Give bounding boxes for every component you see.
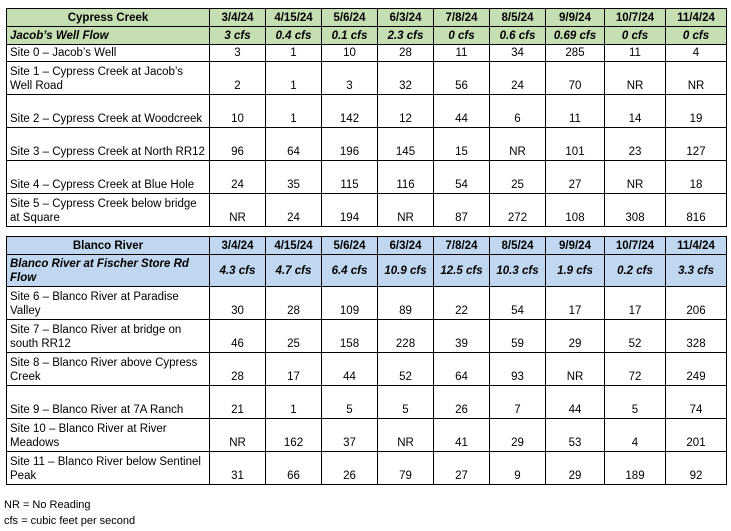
site-value: 64 xyxy=(434,353,490,386)
section-title: Cypress Creek xyxy=(7,9,210,27)
date-header: 3/4/24 xyxy=(210,237,266,255)
flow-value: 0.4 cfs xyxy=(266,27,322,45)
site-value: 116 xyxy=(378,161,434,194)
note-nr: NR = No Reading xyxy=(4,499,91,511)
site-value: 11 xyxy=(605,45,666,62)
site-value: 70 xyxy=(546,62,605,95)
site-value: 29 xyxy=(490,419,546,452)
flow-value: 10.3 cfs xyxy=(490,255,546,287)
flow-value: 6.4 cfs xyxy=(322,255,378,287)
site-value: 4 xyxy=(605,419,666,452)
site-name: Site 9 – Blanco River at 7A Ranch xyxy=(7,386,210,419)
site-name: Site 10 – Blanco River at River Meadows xyxy=(7,419,210,452)
site-value: 31 xyxy=(210,452,266,485)
site-name: Site 3 – Cypress Creek at North RR12 xyxy=(7,128,210,161)
flow-row xyxy=(7,27,727,45)
cypress-creek-table xyxy=(6,8,727,227)
site-value: NR xyxy=(546,353,605,386)
site-value: 3 xyxy=(210,45,266,62)
date-header: 6/3/24 xyxy=(378,9,434,27)
site-value: 52 xyxy=(605,320,666,353)
site-value: 41 xyxy=(434,419,490,452)
site-value: 44 xyxy=(322,353,378,386)
blanco-river-table xyxy=(6,236,727,485)
date-header: 7/8/24 xyxy=(434,9,490,27)
site-value: 66 xyxy=(266,452,322,485)
site-value: 5 xyxy=(322,386,378,419)
legend-notes xyxy=(4,497,135,529)
site-value: 249 xyxy=(666,353,727,386)
site-value: 54 xyxy=(490,287,546,320)
site-value: 101 xyxy=(546,128,605,161)
site-value: NR xyxy=(605,161,666,194)
site-value: 15 xyxy=(434,128,490,161)
flow-row xyxy=(7,255,727,287)
site-value: 1 xyxy=(266,45,322,62)
date-header: 6/3/24 xyxy=(378,237,434,255)
site-row xyxy=(7,194,727,227)
site-value: 18 xyxy=(666,161,727,194)
site-value: 27 xyxy=(434,452,490,485)
header-row xyxy=(7,9,727,27)
site-row xyxy=(7,353,727,386)
site-value: 34 xyxy=(490,45,546,62)
site-value: 109 xyxy=(322,287,378,320)
site-value: 44 xyxy=(546,386,605,419)
site-value: 64 xyxy=(266,128,322,161)
site-value: 54 xyxy=(434,161,490,194)
site-value: 145 xyxy=(378,128,434,161)
site-value: 35 xyxy=(266,161,322,194)
site-value: 59 xyxy=(490,320,546,353)
site-value: 93 xyxy=(490,353,546,386)
flow-value: 1.9 cfs xyxy=(546,255,605,287)
site-row xyxy=(7,95,727,128)
site-value: 25 xyxy=(266,320,322,353)
site-value: 37 xyxy=(322,419,378,452)
site-value: 28 xyxy=(378,45,434,62)
flow-value: 4.7 cfs xyxy=(266,255,322,287)
site-name: Site 7 – Blanco River at bridge on south RR12 xyxy=(7,320,210,353)
date-header: 4/15/24 xyxy=(266,237,322,255)
flow-value: 12.5 cfs xyxy=(434,255,490,287)
date-header: 5/6/24 xyxy=(322,9,378,27)
site-value: 12 xyxy=(378,95,434,128)
site-value: 29 xyxy=(546,452,605,485)
site-row xyxy=(7,128,727,161)
site-row xyxy=(7,287,727,320)
site-value: 6 xyxy=(490,95,546,128)
site-value: 115 xyxy=(322,161,378,194)
site-value: 53 xyxy=(546,419,605,452)
date-header: 11/4/24 xyxy=(666,9,727,27)
site-value: NR xyxy=(490,128,546,161)
site-value: 21 xyxy=(210,386,266,419)
site-value: 158 xyxy=(322,320,378,353)
site-row xyxy=(7,161,727,194)
section-title: Blanco River xyxy=(7,237,210,255)
site-value: 96 xyxy=(210,128,266,161)
site-value: NR xyxy=(210,419,266,452)
site-value: 162 xyxy=(266,419,322,452)
site-value: 56 xyxy=(434,62,490,95)
site-value: 9 xyxy=(490,452,546,485)
site-value: NR xyxy=(210,194,266,227)
flow-value: 3 cfs xyxy=(210,27,266,45)
date-header: 11/4/24 xyxy=(666,237,727,255)
site-value: 17 xyxy=(546,287,605,320)
site-value: 816 xyxy=(666,194,727,227)
site-value: 5 xyxy=(605,386,666,419)
flow-label: Blanco River at Fischer Store Rd Flow xyxy=(7,255,210,287)
site-name: Site 5 – Cypress Creek below bridge at Square xyxy=(7,194,210,227)
site-value: 4 xyxy=(666,45,727,62)
flow-value: 0 cfs xyxy=(434,27,490,45)
site-value: 27 xyxy=(546,161,605,194)
site-name: Site 4 – Cypress Creek at Blue Hole xyxy=(7,161,210,194)
site-value: 10 xyxy=(210,95,266,128)
flow-label: Jacob’s Well Flow xyxy=(7,27,210,45)
site-value: 39 xyxy=(434,320,490,353)
site-value: 5 xyxy=(378,386,434,419)
site-name: Site 6 – Blanco River at Paradise Valley xyxy=(7,287,210,320)
date-header: 4/15/24 xyxy=(266,9,322,27)
site-value: 194 xyxy=(322,194,378,227)
flow-value: 4.3 cfs xyxy=(210,255,266,287)
site-name: Site 11 – Blanco River below Sentinel Peak xyxy=(7,452,210,485)
site-value: 1 xyxy=(266,386,322,419)
date-header: 10/7/24 xyxy=(605,9,666,27)
site-value: 11 xyxy=(434,45,490,62)
site-value: 26 xyxy=(434,386,490,419)
site-value: 196 xyxy=(322,128,378,161)
site-value: 11 xyxy=(546,95,605,128)
site-value: 108 xyxy=(546,194,605,227)
header-row xyxy=(7,237,727,255)
site-value: 32 xyxy=(378,62,434,95)
site-row xyxy=(7,386,727,419)
site-value: 142 xyxy=(322,95,378,128)
site-name: Site 2 – Cypress Creek at Woodcreek xyxy=(7,95,210,128)
site-value: 7 xyxy=(490,386,546,419)
site-value: 79 xyxy=(378,452,434,485)
site-name: Site 1 – Cypress Creek at Jacob’s Well Road xyxy=(7,62,210,95)
site-value: 14 xyxy=(605,95,666,128)
flow-value: 0.69 cfs xyxy=(546,27,605,45)
site-row xyxy=(7,320,727,353)
site-value: 89 xyxy=(378,287,434,320)
site-value: 46 xyxy=(210,320,266,353)
site-value: 23 xyxy=(605,128,666,161)
site-value: 22 xyxy=(434,287,490,320)
site-value: 29 xyxy=(546,320,605,353)
site-value: 1 xyxy=(266,62,322,95)
site-value: NR xyxy=(666,62,727,95)
site-value: 127 xyxy=(666,128,727,161)
flow-value: 3.3 cfs xyxy=(666,255,727,287)
site-value: 272 xyxy=(490,194,546,227)
site-value: 206 xyxy=(666,287,727,320)
date-header: 9/9/24 xyxy=(546,237,605,255)
site-name: Site 0 – Jacob’s Well xyxy=(7,45,210,62)
flow-value: 0 cfs xyxy=(605,27,666,45)
flow-value: 0.6 cfs xyxy=(490,27,546,45)
note-cfs: cfs = cubic feet per second xyxy=(4,515,136,527)
site-value: 24 xyxy=(210,161,266,194)
site-value: 1 xyxy=(266,95,322,128)
flow-value: 0 cfs xyxy=(666,27,727,45)
date-header: 10/7/24 xyxy=(605,237,666,255)
site-value: 228 xyxy=(378,320,434,353)
site-value: NR xyxy=(378,194,434,227)
site-value: NR xyxy=(605,62,666,95)
site-value: NR xyxy=(378,419,434,452)
flow-value: 0.2 cfs xyxy=(605,255,666,287)
site-value: 19 xyxy=(666,95,727,128)
site-value: 28 xyxy=(266,287,322,320)
flow-value: 10.9 cfs xyxy=(378,255,434,287)
site-value: 328 xyxy=(666,320,727,353)
site-value: 285 xyxy=(546,45,605,62)
site-value: 44 xyxy=(434,95,490,128)
flow-value: 2.3 cfs xyxy=(378,27,434,45)
site-value: 92 xyxy=(666,452,727,485)
site-value: 30 xyxy=(210,287,266,320)
site-value: 25 xyxy=(490,161,546,194)
site-row xyxy=(7,62,727,95)
site-value: 28 xyxy=(210,353,266,386)
site-value: 26 xyxy=(322,452,378,485)
date-header: 5/6/24 xyxy=(322,237,378,255)
site-value: 17 xyxy=(605,287,666,320)
site-value: 24 xyxy=(266,194,322,227)
site-value: 2 xyxy=(210,62,266,95)
date-header: 9/9/24 xyxy=(546,9,605,27)
site-value: 72 xyxy=(605,353,666,386)
site-value: 201 xyxy=(666,419,727,452)
site-row xyxy=(7,452,727,485)
site-value: 74 xyxy=(666,386,727,419)
site-row xyxy=(7,45,727,62)
site-value: 17 xyxy=(266,353,322,386)
date-header: 8/5/24 xyxy=(490,237,546,255)
site-name: Site 8 – Blanco River above Cypress Creek xyxy=(7,353,210,386)
date-header: 7/8/24 xyxy=(434,237,490,255)
site-value: 189 xyxy=(605,452,666,485)
site-row xyxy=(7,419,727,452)
site-value: 10 xyxy=(322,45,378,62)
site-value: 87 xyxy=(434,194,490,227)
site-value: 24 xyxy=(490,62,546,95)
site-value: 52 xyxy=(378,353,434,386)
date-header: 8/5/24 xyxy=(490,9,546,27)
date-header: 3/4/24 xyxy=(210,9,266,27)
site-value: 308 xyxy=(605,194,666,227)
site-value: 3 xyxy=(322,62,378,95)
flow-value: 0.1 cfs xyxy=(322,27,378,45)
